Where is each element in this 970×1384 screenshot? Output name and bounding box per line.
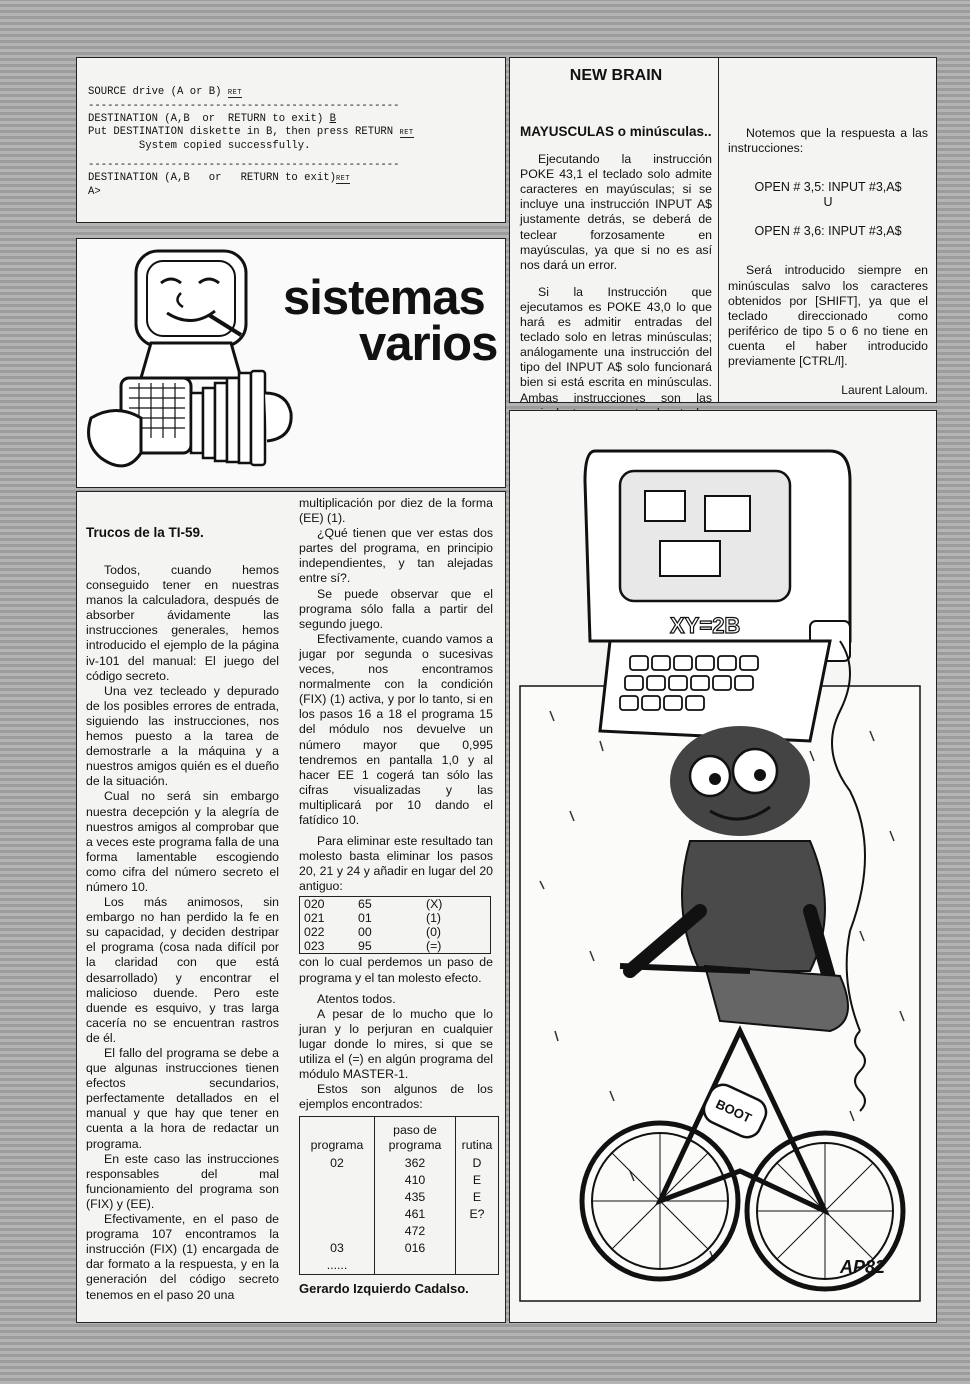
ret-key: RET (335, 175, 351, 183)
terminal-line: Put DESTINATION diskette in B, then press RETURN (88, 126, 394, 138)
code-cell: (X) (426, 897, 443, 912)
ti59-paragraph: Para eliminar este resultado tan molesto basta eliminar los pasos 20, 21 y 24 y añadir en lugar del 20 antiguo: (299, 834, 493, 894)
cartoon-box (509, 410, 937, 1323)
code-row (300, 939, 491, 954)
examples-header: programa (300, 1117, 375, 1155)
ti59-col1 (86, 524, 279, 1303)
code-cell: 00 (358, 925, 372, 940)
examples-cell (456, 1240, 499, 1257)
examples-cell: 016 (375, 1240, 456, 1257)
newbrain-title: NEW BRAIN (569, 67, 663, 84)
examples-cell: D (472, 1155, 482, 1170)
code-cell: 022 (304, 925, 325, 940)
code-row (300, 897, 491, 912)
examples-cell (300, 1206, 375, 1223)
examples-cell (456, 1223, 499, 1240)
terminal-line: DESTINATION (A,B or RETURN to exit) (88, 172, 336, 184)
code-cell: 65 (358, 897, 372, 912)
newbrain-divider (718, 58, 719, 402)
code-cell: 021 (304, 911, 325, 926)
code-row (300, 911, 491, 925)
ti59-paragraph: El fallo del programa se debe a que algunas instrucciones tienen efectos secundarios, perfectamente detallados en el manual y que hay que tener en cuenta a la hora de redactar un programa. (86, 1046, 279, 1151)
newbrain-col2 (728, 58, 928, 398)
code-cell: 01 (358, 911, 372, 926)
code-cell: (1) (426, 911, 442, 926)
ti59-paragraph: Efectivamente, en el paso de programa 107 encontramos la instrucción (FIX) (1) encargada de dar formato a la respuesta, y en la generación del código secreto tenemos en el paso 20 una (86, 1212, 279, 1302)
ret-key: RET (399, 129, 414, 137)
ti59-title: Trucos de la TI-59. (86, 525, 204, 540)
examples-cell: 410 (375, 1172, 456, 1189)
ti59-paragraph: Atentos todos. (317, 991, 396, 1006)
newbrain-code: OPEN # 3,6: INPUT #3,A$ (754, 224, 902, 239)
examples-header: paso de programa (375, 1117, 456, 1155)
section-header-box (76, 238, 506, 488)
ret-key: RET (227, 89, 242, 97)
examples-cell: ...... (300, 1257, 375, 1275)
terminal-line: DESTINATION (A,B or RETURN to exit) (88, 113, 324, 125)
ti59-paragraph: Los más animosos, sin embargo no han perdido la fe en su capacidad, y deciden destripar el programa (cosa nada difícil por la claridad con que está desarrollado) y encontrar el malicioso duende. Pero este duende es esquivo, y tras larga cacería no se encuentran rastros de él. (86, 895, 279, 1045)
ti59-paragraph: Estos son algunos de los ejemplos encontrados: (299, 1082, 493, 1112)
bike-label: BOOT (713, 1096, 754, 1126)
code-cell: 020 (304, 897, 325, 912)
code-row (300, 925, 491, 939)
ti59-paragraph: A pesar de lo mucho que lo juran y lo perjuran en cualquier lugar donde lo mires, si que se utiliza el (=) en algún programa del módulo MASTER-1. (299, 1006, 493, 1082)
examples-table (299, 1116, 499, 1274)
code-cell: (0) (426, 925, 442, 940)
examples-row (300, 1155, 499, 1172)
section-title-line2: varios (359, 317, 498, 371)
section-title-line1: sistemas (283, 271, 485, 325)
terminal-box (76, 57, 506, 223)
ti59-paragraph: Todos, cuando hemos conseguido tener en nuestras manos la calculadora, después de absorber ávidamente las instrucciones generales, hemos introducido el ejemplo de la página iv-101 del manual: El juego del código secreto. (86, 563, 279, 683)
code-cell: (=) (426, 939, 442, 954)
examples-cell: E (472, 1172, 482, 1187)
terminal-separator: ------------------------------------------------- (88, 100, 400, 112)
ti59-paragraph: Cual no será sin embargo nuestra decepción y la alegría de nuestros amigos al comprobar que a veces este programa falla de una forma lamentable escogiendo como cifra del número secreto el número 10. (86, 789, 279, 894)
ti59-paragraph: ¿Qué tienen que ver estas dos partes del programa, en principio independientes, y tan alejadas entre sí?. (299, 526, 493, 586)
examples-row (300, 1189, 499, 1206)
examples-cell: E? (469, 1206, 485, 1221)
examples-cell: 362 (375, 1155, 456, 1172)
accordion-computer-illustration (81, 243, 301, 483)
newbrain-box (509, 57, 937, 403)
ti59-col1-body (86, 563, 279, 1303)
ti59-article-box (76, 491, 506, 1323)
examples-cell (375, 1257, 456, 1275)
ti59-paragraph: Una vez tecleado y depurado de los posibles errores de entrada, siguiendo las instrucciones, nos hemos puesto a la tarea de demostrarle a la máquina y a nuestros amigos quién es el dueño de la situación. (86, 683, 279, 789)
ti59-paragraph: multiplicación por diez de la forma (EE) (1). (299, 496, 493, 526)
examples-row (300, 1240, 499, 1257)
terminal-separator: ------------------------------------------------- (88, 159, 400, 171)
code-cell: 023 (304, 939, 325, 954)
examples-row (300, 1172, 499, 1189)
terminal-line: System copied successfully. (88, 140, 311, 152)
newbrain-author: Laurent Laloum. (841, 383, 928, 398)
ti59-author: Gerardo Izquierdo Cadalso. (299, 1280, 469, 1296)
examples-cell (456, 1257, 499, 1275)
artist-signature: AP82 (840, 1257, 886, 1277)
newbrain-code: OPEN # 3,5: INPUT #3,A$ (754, 180, 902, 195)
examples-cell: 472 (375, 1223, 456, 1240)
newbrain-paragraph: Ejecutando la instrucción POKE 43,1 el teclado solo admite caracteres en mayúsculas; si se incluye una instrucción INPUT A$ justamente detrás, se deberá de teclear forzosamente en mayúsculas, ya que si no es así nos dará un error. (520, 152, 712, 272)
examples-cell: 03 (300, 1240, 375, 1257)
ti59-paragraph: Se puede observar que el programa sólo falla a partir del segundo juego. (299, 586, 493, 631)
examples-cell: 461 (375, 1206, 456, 1223)
ti59-col2 (299, 496, 493, 1296)
terminal-answer: B (329, 113, 336, 125)
code-table (299, 896, 491, 954)
newbrain-paragraph: Si la Instrucción que ejecutamos es POKE 43,0 lo que hará es admitir entradas del teclado solo en letras minúsculas; análogamente una instrucción del tipo del INPUT A$ solo funcionará bien si está escrita en minúsculas. Ambas instrucciones son las (520, 284, 712, 405)
examples-row (300, 1223, 499, 1240)
cyclist-computer-illustration (510, 411, 936, 1322)
screen-label: XY=2B (670, 613, 741, 638)
examples-row (300, 1257, 499, 1275)
examples-cell (300, 1172, 375, 1189)
newbrain-paragraph: Notemos que la respuesta a las instrucciones: (728, 126, 928, 156)
newbrain-code: U (823, 195, 833, 210)
examples-cell: 435 (375, 1189, 456, 1206)
newbrain-paragraph: Será introducido siempre en minúsculas salvo los caracteres obtenidos por [SHIFT], ya que el teclado direccionado como periférico de tipo 5 o 6 no tiene en cuenta el haber introducido previamente [CTRL/l]. (728, 263, 928, 369)
examples-cell: E (472, 1189, 482, 1204)
terminal-line: SOURCE drive (A or B) (88, 86, 222, 98)
terminal-prompt: A> (88, 186, 101, 198)
examples-cell (300, 1223, 375, 1240)
examples-row (300, 1206, 499, 1223)
examples-cell (300, 1189, 375, 1206)
code-cell: 95 (358, 939, 372, 954)
examples-header: rutina (461, 1138, 493, 1153)
newbrain-subtitle: MAYUSCULAS o minúsculas.. (520, 124, 712, 140)
ti59-paragraph: con lo cual perdemos un paso de programa y el tan molesto efecto. (299, 955, 493, 985)
ti59-paragraph: En este caso las instrucciones responsables del mal funcionamiento del programa son (FIX) y (EE). (86, 1151, 279, 1211)
ti59-paragraph: Efectivamente, cuando vamos a jugar por segunda o sucesivas veces, nos encontramos normalmente con la condición (FIX) (1) activa, y por lo tanto, si en los pasos 16 a 18 el programa 15 del módulo nos devuelve un número mayor que 0,995 tendremos en pantalla 1,0 y al hacer EE 1 cogerá tan sólo las cifras visualizadas y las multiplicará por 10 dando el fatídico 10. (299, 631, 493, 827)
examples-cell: 02 (300, 1155, 375, 1172)
newbrain-col1 (520, 64, 712, 405)
